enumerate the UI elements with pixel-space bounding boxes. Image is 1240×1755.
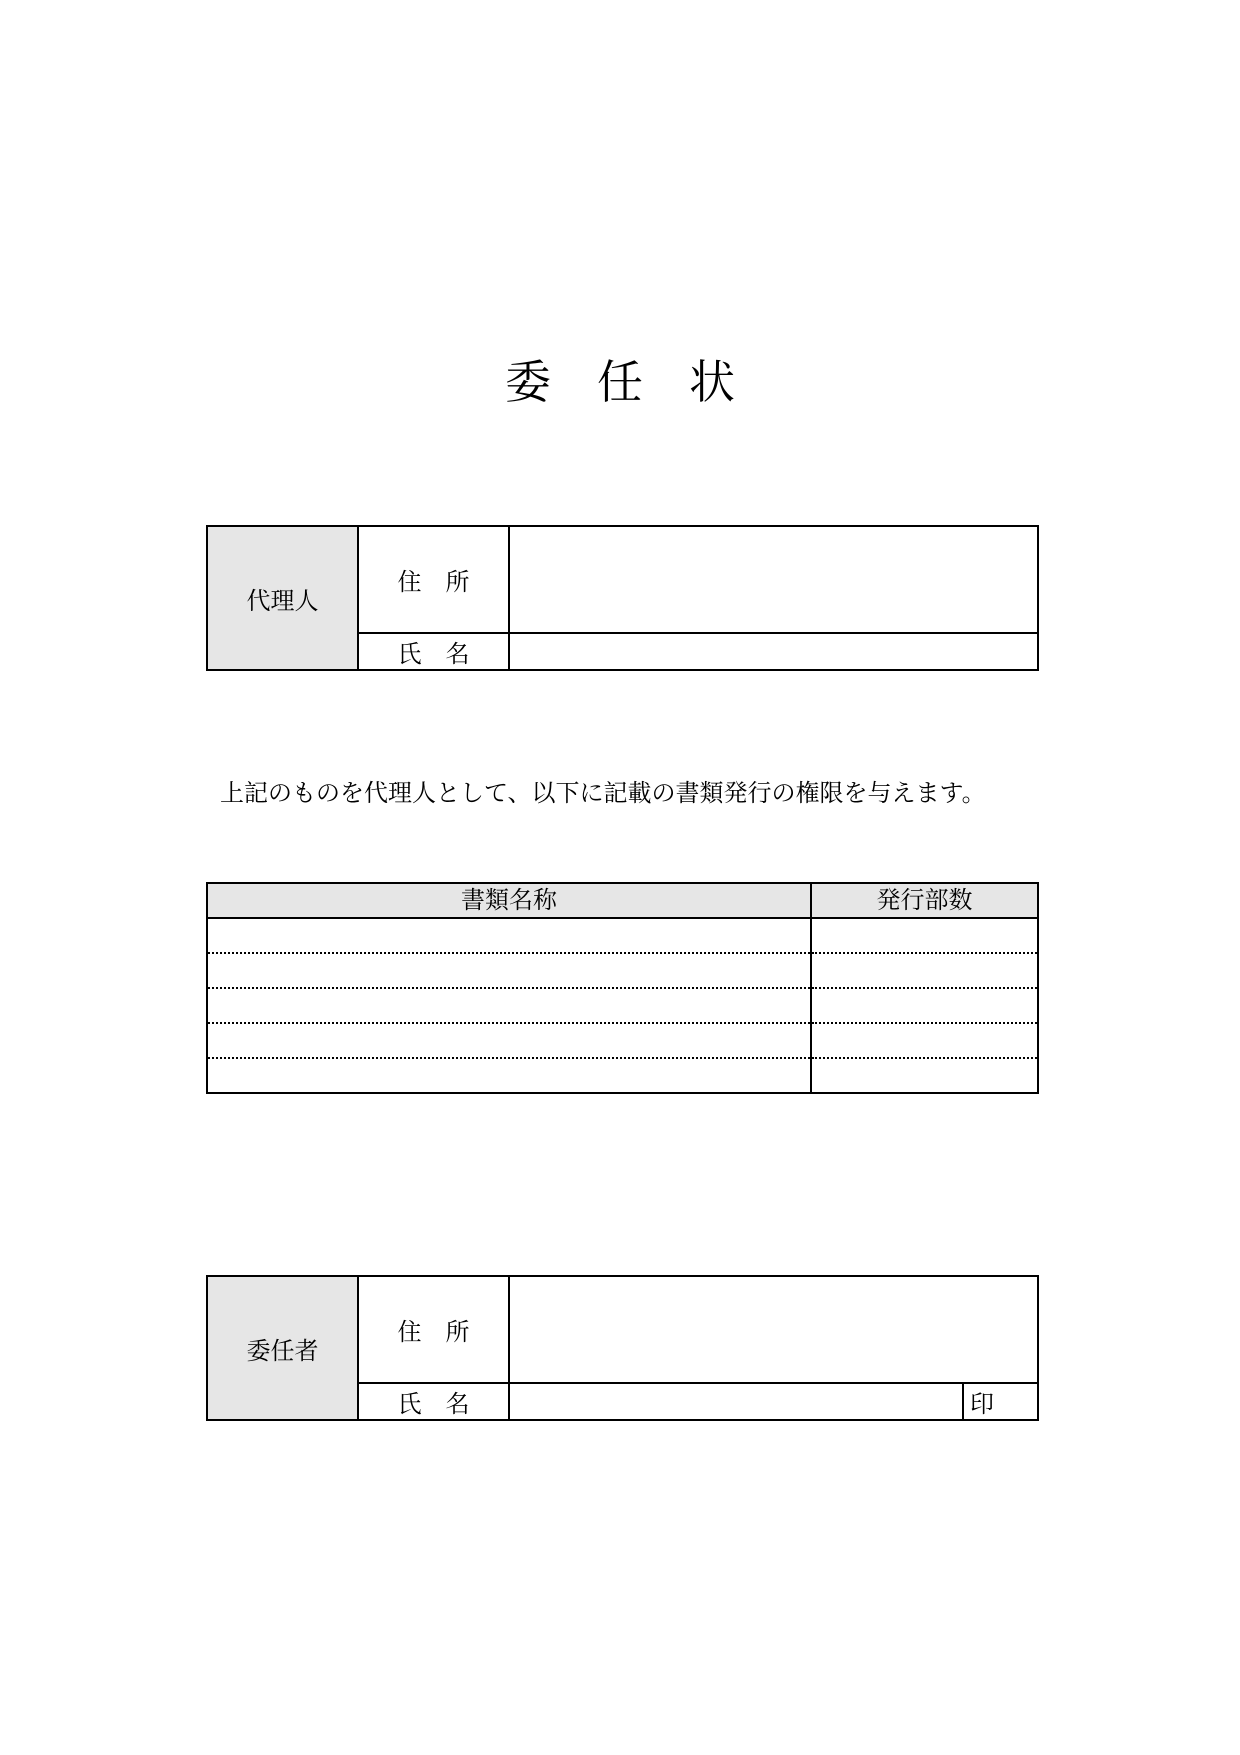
table-row — [207, 988, 1038, 1023]
table-row — [207, 953, 1038, 988]
documents-header-copies: 発行部数 — [811, 883, 1038, 918]
document-name-cell[interactable] — [207, 1023, 811, 1058]
agent-address-field[interactable] — [509, 526, 1038, 633]
delegation-statement: 上記のものを代理人として、以下に記載の書類発行の権限を与えます。 — [220, 779, 986, 807]
documents-table — [206, 882, 1039, 1094]
document-name-cell[interactable] — [207, 1058, 811, 1093]
agent-section-label — [207, 526, 358, 670]
document-name-cell[interactable] — [207, 953, 811, 988]
principal-name-label — [358, 1383, 509, 1420]
document-copies-cell[interactable] — [811, 988, 1038, 1023]
principal-address-field[interactable] — [509, 1276, 1038, 1383]
agent-name-label — [358, 633, 509, 670]
agent-name-field[interactable] — [509, 633, 1038, 670]
seal-box[interactable] — [963, 1383, 1038, 1420]
document-copies-cell[interactable] — [811, 1058, 1038, 1093]
agent-address-label — [358, 526, 509, 633]
document-copies-cell[interactable] — [811, 918, 1038, 953]
agent-name-label-text: 氏 名 — [397, 640, 470, 668]
seal-label: 印 — [970, 1390, 994, 1418]
principal-label-text: 委任者 — [246, 1336, 319, 1365]
documents-header-name: 書類名称 — [207, 883, 811, 918]
principal-name-label-text: 氏 名 — [397, 1390, 470, 1418]
table-row — [207, 1058, 1038, 1093]
table-row — [207, 918, 1038, 953]
table-row — [207, 1023, 1038, 1058]
page-title: 委 任 状 — [505, 355, 735, 409]
document-copies-cell[interactable] — [811, 953, 1038, 988]
agent-label-text: 代理人 — [246, 586, 319, 615]
principal-section-label — [207, 1276, 358, 1420]
document-name-cell[interactable] — [207, 988, 811, 1023]
document-name-cell[interactable] — [207, 918, 811, 953]
principal-address-label — [358, 1276, 509, 1383]
agent-table — [206, 525, 1039, 671]
principal-table — [206, 1275, 1039, 1421]
agent-address-label-text: 住 所 — [397, 568, 470, 596]
principal-address-label-text: 住 所 — [397, 1318, 470, 1346]
principal-name-field[interactable] — [509, 1383, 963, 1420]
document-copies-cell[interactable] — [811, 1023, 1038, 1058]
